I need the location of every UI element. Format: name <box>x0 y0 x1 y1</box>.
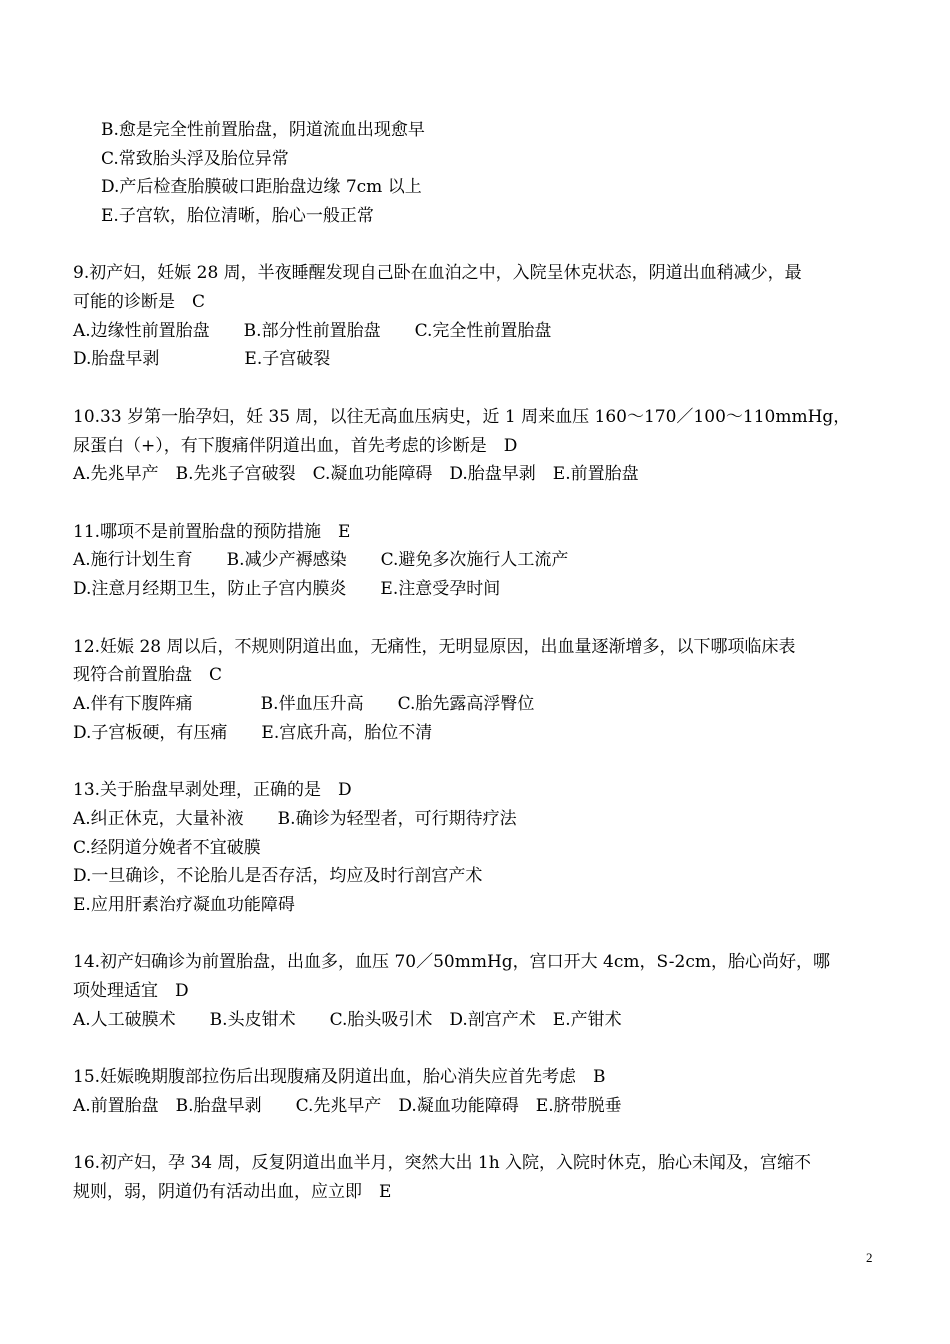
question-13-stem: 13.关于胎盘早剥处理，正确的是 D <box>73 780 352 800</box>
page-number: 2 <box>866 1250 873 1265</box>
question-13-options: D.一旦确诊，不论胎儿是否存活，均应及时行剖宫产术 <box>73 866 483 886</box>
question-9-options: A.边缘性前置胎盘 B.部分性前置胎盘 C.完全性前置胎盘 <box>73 321 552 341</box>
question-10-options: A.先兆早产 B.先兆子宫破裂 C.凝血功能障碍 D.胎盘早剥 E.前置胎盘 <box>73 464 639 484</box>
question-13-options: A.纠正休克，大量补液 B.确诊为轻型者，可行期待疗法 <box>73 809 517 829</box>
question-10-stem: 10.33 岁第一胎孕妇，妊 35 周，以往无高血压病史，近 1 周来血压 160～170／100～110mmHg， <box>73 407 851 427</box>
question-9-options: D.胎盘早剥 E.子宫破裂 <box>73 349 331 369</box>
option-line: E.子宫软，胎位清晰，胎心一般正常 <box>101 206 374 226</box>
question-14-stem-cont: 项处理适宜 D <box>73 981 189 1001</box>
question-12-options: A.伴有下腹阵痛 B.伴血压升高 C.胎先露高浮臀位 <box>73 694 535 714</box>
question-14-stem: 14.初产妇确诊为前置胎盘，出血多，血压 70／50mmHg，宫口开大 4cm，S-2cm，胎心尚好，哪 <box>73 952 830 972</box>
question-13-options: C.经阴道分娩者不宜破膜 <box>73 838 261 858</box>
question-15-stem: 15.妊娠晚期腹部拉伤后出现腹痛及阴道出血，胎心消失应首先考虑 B <box>73 1067 606 1087</box>
question-15-options: A.前置胎盘 B.胎盘早剥 C.先兆早产 D.凝血功能障碍 E.脐带脱垂 <box>73 1096 622 1116</box>
question-9-stem: 9.初产妇，妊娠 28 周，半夜睡醒发现自己卧在血泊之中，入院呈休克状态，阴道出血稍减少，最 <box>73 263 802 283</box>
question-16-stem-cont: 规则，弱，阴道仍有活动出血，应立即 E <box>73 1182 392 1202</box>
question-12-options: D.子宫板硬，有压痛 E.宫底升高，胎位不清 <box>73 723 433 743</box>
question-9-stem-cont: 可能的诊断是 C <box>73 292 206 312</box>
question-11-stem: 11.哪项不是前置胎盘的预防措施 E <box>73 522 351 542</box>
question-11-options: D.注意月经期卫生，防止子宫内膜炎 E.注意受孕时间 <box>73 579 501 599</box>
question-16-stem: 16.初产妇，孕 34 周，反复阴道出血半月，突然大出 1h 入院，入院时休克，胎心未闻及，宫缩不 <box>73 1153 812 1173</box>
question-13-options: E.应用肝素治疗凝血功能障碍 <box>73 895 295 915</box>
question-14-options: A.人工破膜术 B.头皮钳术 C.胎头吸引术 D.剖宫产术 E.产钳术 <box>73 1010 622 1030</box>
question-12-stem-cont: 现符合前置胎盘 C <box>73 665 223 685</box>
option-line: B.愈是完全性前置胎盘，阴道流血出现愈早 <box>101 120 425 140</box>
question-10-stem-cont: 尿蛋白（+），有下腹痛伴阴道出血，首先考虑的诊断是 D <box>73 436 518 456</box>
option-line: C.常致胎头浮及胎位异常 <box>101 149 289 169</box>
option-line: D.产后检查胎膜破口距胎盘边缘 7cm 以上 <box>101 177 422 197</box>
question-12-stem: 12.妊娠 28 周以后，不规则阴道出血，无痛性，无明显原因，出血量逐渐增多，以下哪项临床表 <box>73 637 796 657</box>
question-11-options: A.施行计划生育 B.减少产褥感染 C.避免多次施行人工流产 <box>73 550 569 570</box>
